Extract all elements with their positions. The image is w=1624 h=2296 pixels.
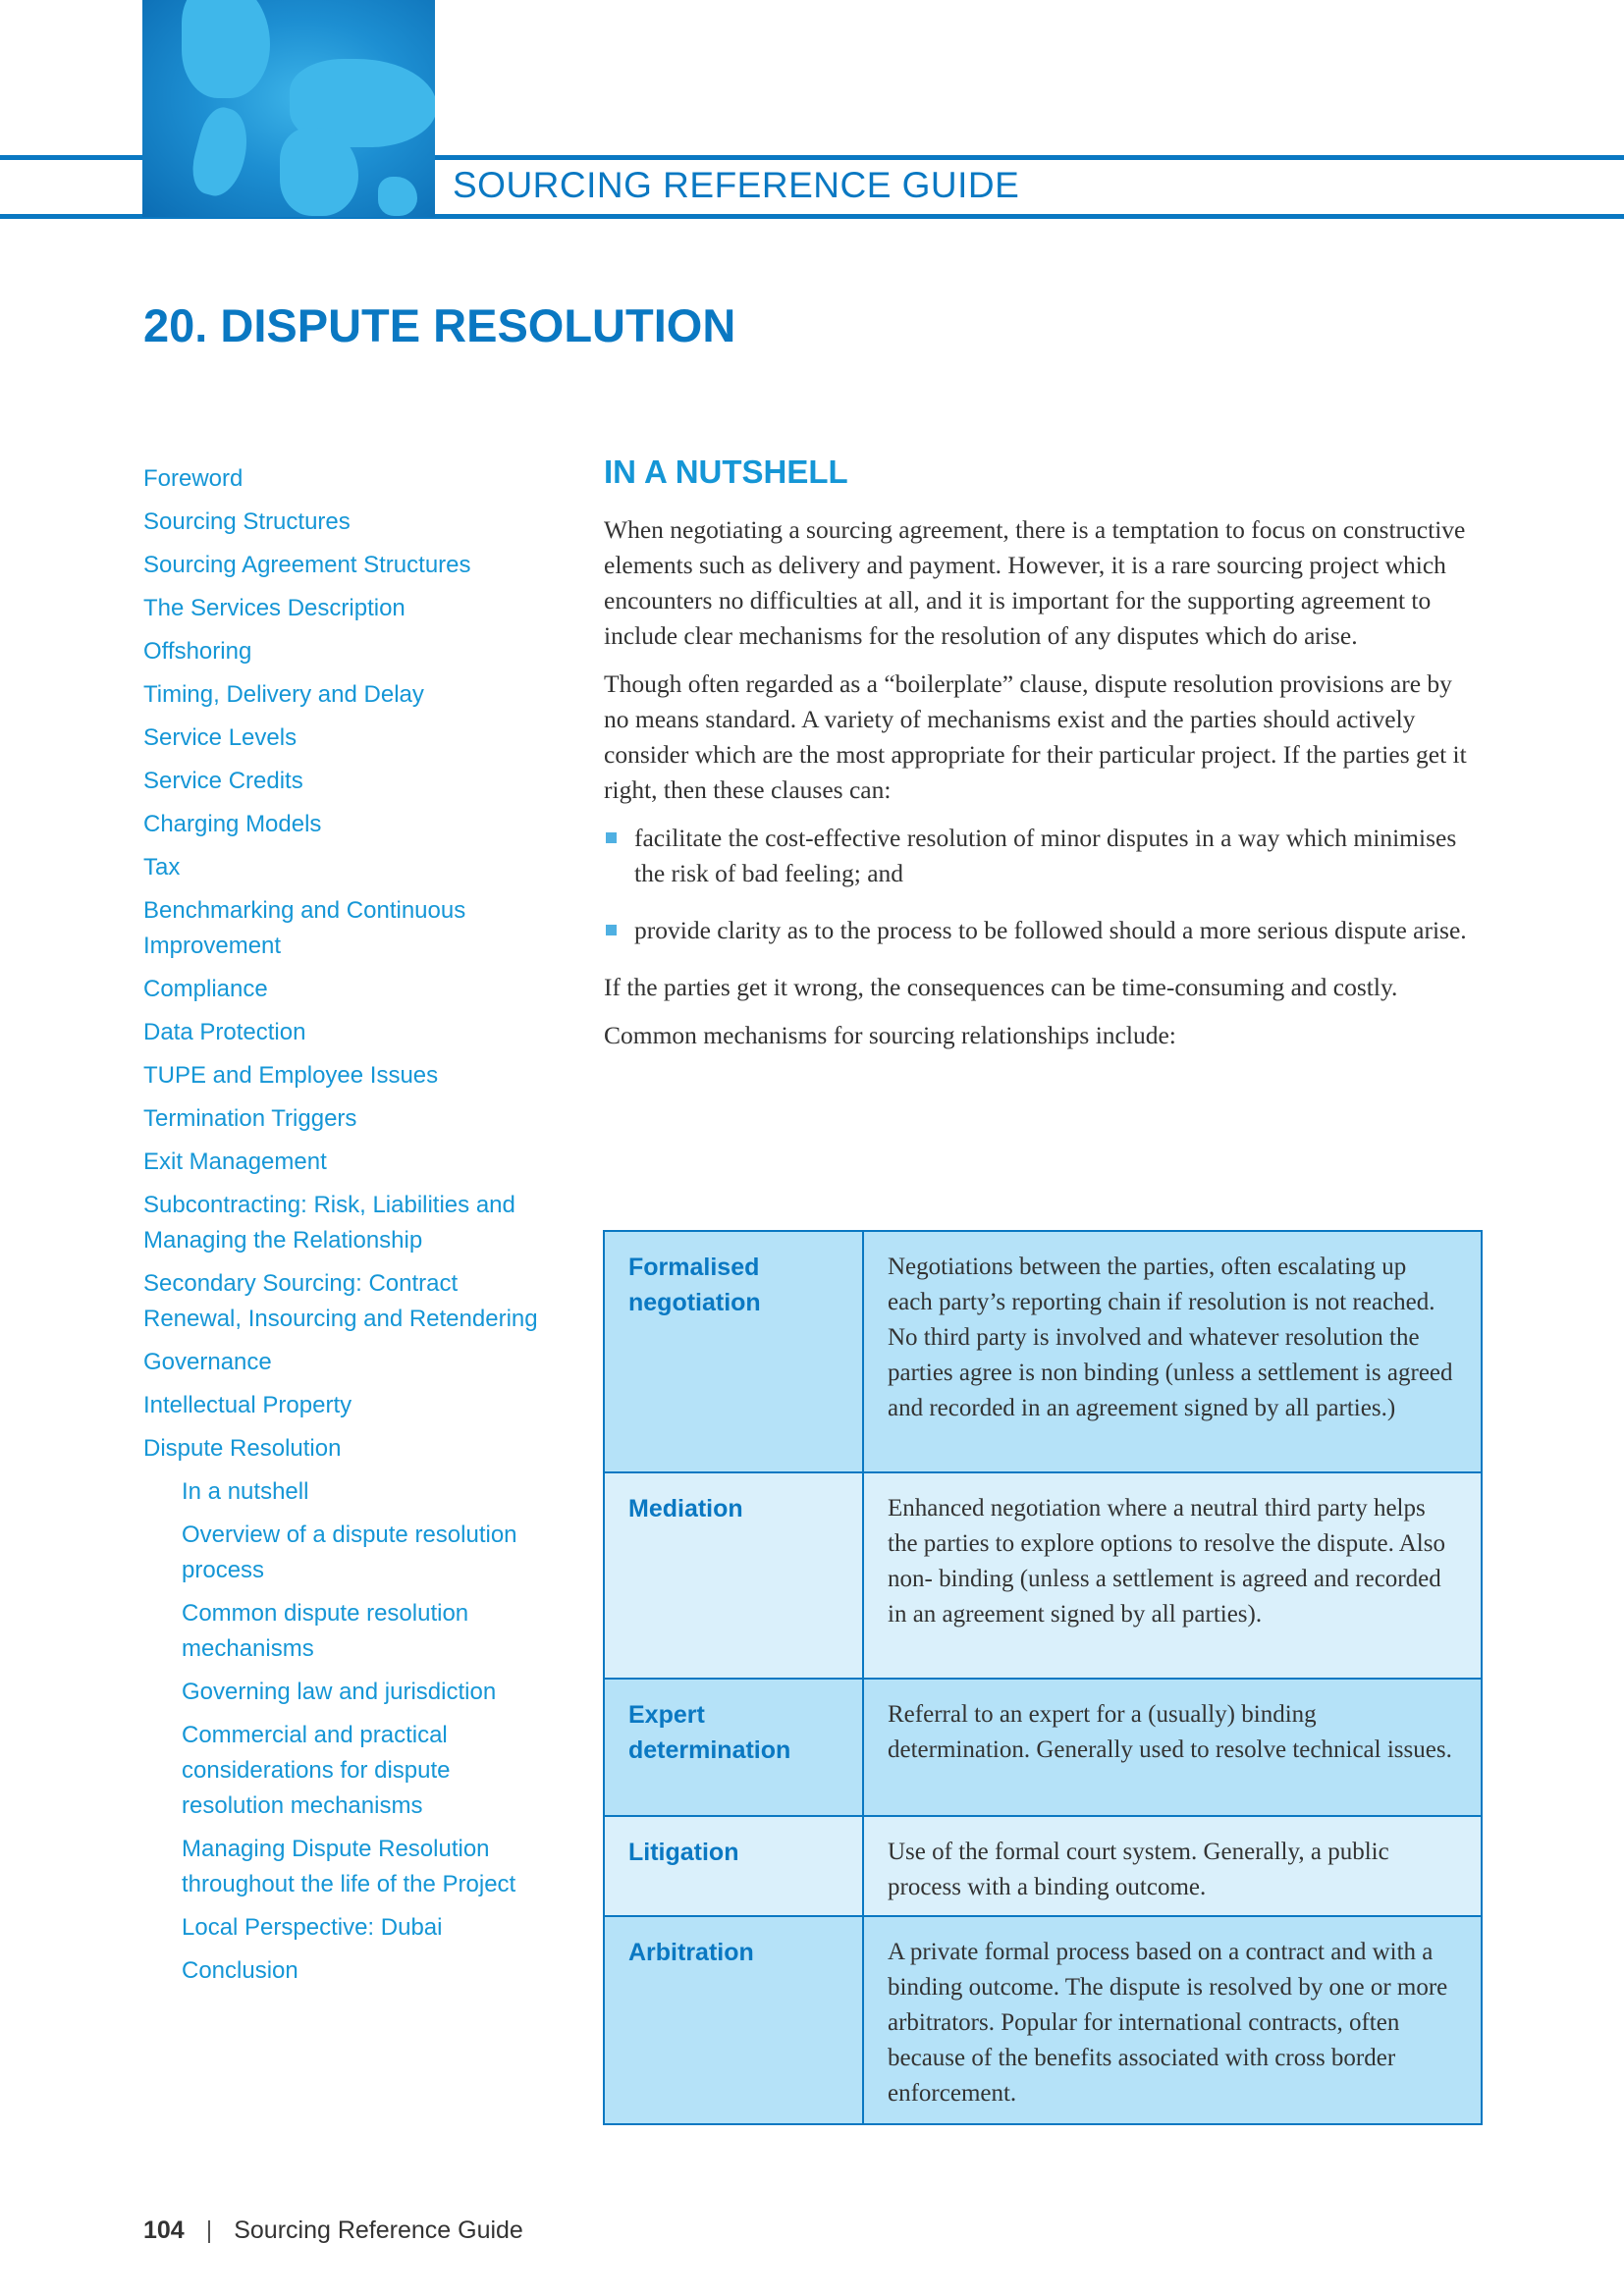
term-cell: Mediation xyxy=(604,1472,863,1679)
toc-link[interactable]: Secondary Sourcing: Contract Renewal, Insourcing and Retendering xyxy=(143,1270,538,1332)
toc-link[interactable]: Charging Models xyxy=(143,811,322,837)
term-cell: Expert determination xyxy=(604,1679,863,1816)
toc-link[interactable]: Service Levels xyxy=(143,724,298,751)
toc-link[interactable]: TUPE and Employee Issues xyxy=(143,1062,439,1089)
chapter-title: 20. DISPUTE RESOLUTION xyxy=(143,299,736,351)
toc-link-current[interactable]: Dispute Resolution xyxy=(143,1435,342,1462)
paragraph: Though often regarded as a “boilerplate” clause, dispute resolution provisions are by no means standard. A variety of mechanisms exist and the parties should actively consider which are the most appropriate for their particular project. If the parties get it right, then these clauses can: xyxy=(604,669,1467,804)
paragraph: When negotiating a sourcing agreement, there is a temptation to focus on constructive elements such as delivery and payment. However, it is a rare sourcing project which encounters no difficulties at all, and it is important for the supporting agreement to include clear mechanisms for the resolution of any disputes which do arise. xyxy=(604,515,1466,650)
footer-guide-name: Sourcing Reference Guide xyxy=(234,2216,523,2244)
toc-link[interactable]: Benchmarking and Continuous Improvement xyxy=(143,897,466,959)
toc-link[interactable]: Governance xyxy=(143,1349,272,1375)
toc-link[interactable]: Compliance xyxy=(143,976,268,1002)
toc-sublink[interactable]: Commercial and practical considerations for dispute resolution mechanisms xyxy=(182,1722,451,1819)
bullet-text: facilitate the cost-effective resolution of minor disputes in a way which minimises the risk of bad feeling; and xyxy=(634,824,1457,887)
toc-sublink[interactable]: In a nutshell xyxy=(182,1478,309,1505)
description-cell: Negotiations between the parties, often escalating up each party’s reporting chain if resolution is not reached. No third party is involved and whatever resolution the parties agree is non binding (unless a settlement is agreed and recorded in an agreement signed by all parties.) xyxy=(863,1231,1482,1472)
paragraph: Common mechanisms for sourcing relationships include: xyxy=(604,1021,1176,1049)
page-number: 104 xyxy=(143,2216,185,2244)
bullet-square-icon xyxy=(606,832,617,843)
toc-link[interactable]: Intellectual Property xyxy=(143,1392,352,1418)
toc-link[interactable]: Tax xyxy=(143,854,181,881)
toc-link[interactable]: Sourcing Structures xyxy=(143,508,351,535)
toc-sublink[interactable]: Governing law and jurisdiction xyxy=(182,1679,497,1705)
term-cell: Arbitration xyxy=(604,1916,863,2124)
toc-sublink[interactable]: Managing Dispute Resolution throughout the life of the Project xyxy=(182,1836,516,1897)
toc-sublink[interactable]: Conclusion xyxy=(182,1957,298,1984)
toc-link[interactable]: Exit Management xyxy=(143,1148,327,1175)
term-cell: Litigation xyxy=(604,1816,863,1916)
toc-link[interactable]: Termination Triggers xyxy=(143,1105,357,1132)
table-row xyxy=(604,1472,1482,1679)
description-cell: A private formal process based on a contract and with a binding outcome. The dispute is resolved by one or more arbitrators. Popular for international contracts, often because of the benefits associated with cross border enforcement. xyxy=(863,1916,1482,2124)
guide-title: SOURCING REFERENCE GUIDE xyxy=(453,165,1020,205)
section-heading: IN A NUTSHELL xyxy=(604,454,848,490)
table-row xyxy=(604,1231,1482,1472)
toc-sublink[interactable]: Local Perspective: Dubai xyxy=(182,1914,443,1941)
description-cell: Use of the formal court system. Generally, a public process with a binding outcome. xyxy=(863,1816,1482,1916)
bullet-text: provide clarity as to the process to be followed should a more serious dispute arise. xyxy=(634,916,1467,944)
bullet-item xyxy=(604,913,1483,948)
term-cell: Formalised negotiation xyxy=(604,1231,863,1472)
table-of-contents xyxy=(143,457,546,1993)
toc-link[interactable]: Offshoring xyxy=(143,638,252,665)
table-row xyxy=(604,1916,1482,2124)
toc-sublink[interactable]: Common dispute resolution mechanisms xyxy=(182,1600,469,1662)
toc-link[interactable]: Foreword xyxy=(143,465,244,492)
toc-link[interactable]: Data Protection xyxy=(143,1019,306,1045)
paragraph: If the parties get it wrong, the consequences can be time-consuming and costly. xyxy=(604,973,1398,1001)
toc-link[interactable]: Timing, Delivery and Delay xyxy=(143,681,424,708)
page-footer xyxy=(143,2216,523,2245)
toc-link[interactable]: Subcontracting: Risk, Liabilities and Managing the Relationship xyxy=(143,1192,515,1254)
mechanisms-table xyxy=(603,1230,1483,2125)
bullet-item xyxy=(604,821,1483,891)
globe-banner-image xyxy=(142,0,435,217)
bullet-square-icon xyxy=(606,925,617,935)
toc-sublink[interactable]: Overview of a dispute resolution process xyxy=(182,1522,517,1583)
description-cell: Enhanced negotiation where a neutral third party helps the parties to explore options to resolve the dispute. Also non- binding (unless a settlement is agreed and recorded in an agreement signed by all parties). xyxy=(863,1472,1482,1679)
main-content xyxy=(604,454,1483,1066)
toc-link[interactable]: Service Credits xyxy=(143,768,303,794)
table-row xyxy=(604,1816,1482,1916)
toc-link[interactable]: The Services Description xyxy=(143,595,406,621)
table-row xyxy=(604,1679,1482,1816)
description-cell: Referral to an expert for a (usually) binding determination. Generally used to resolve technical issues. xyxy=(863,1679,1482,1816)
toc-link[interactable]: Sourcing Agreement Structures xyxy=(143,552,471,578)
footer-separator: | xyxy=(205,2216,213,2244)
